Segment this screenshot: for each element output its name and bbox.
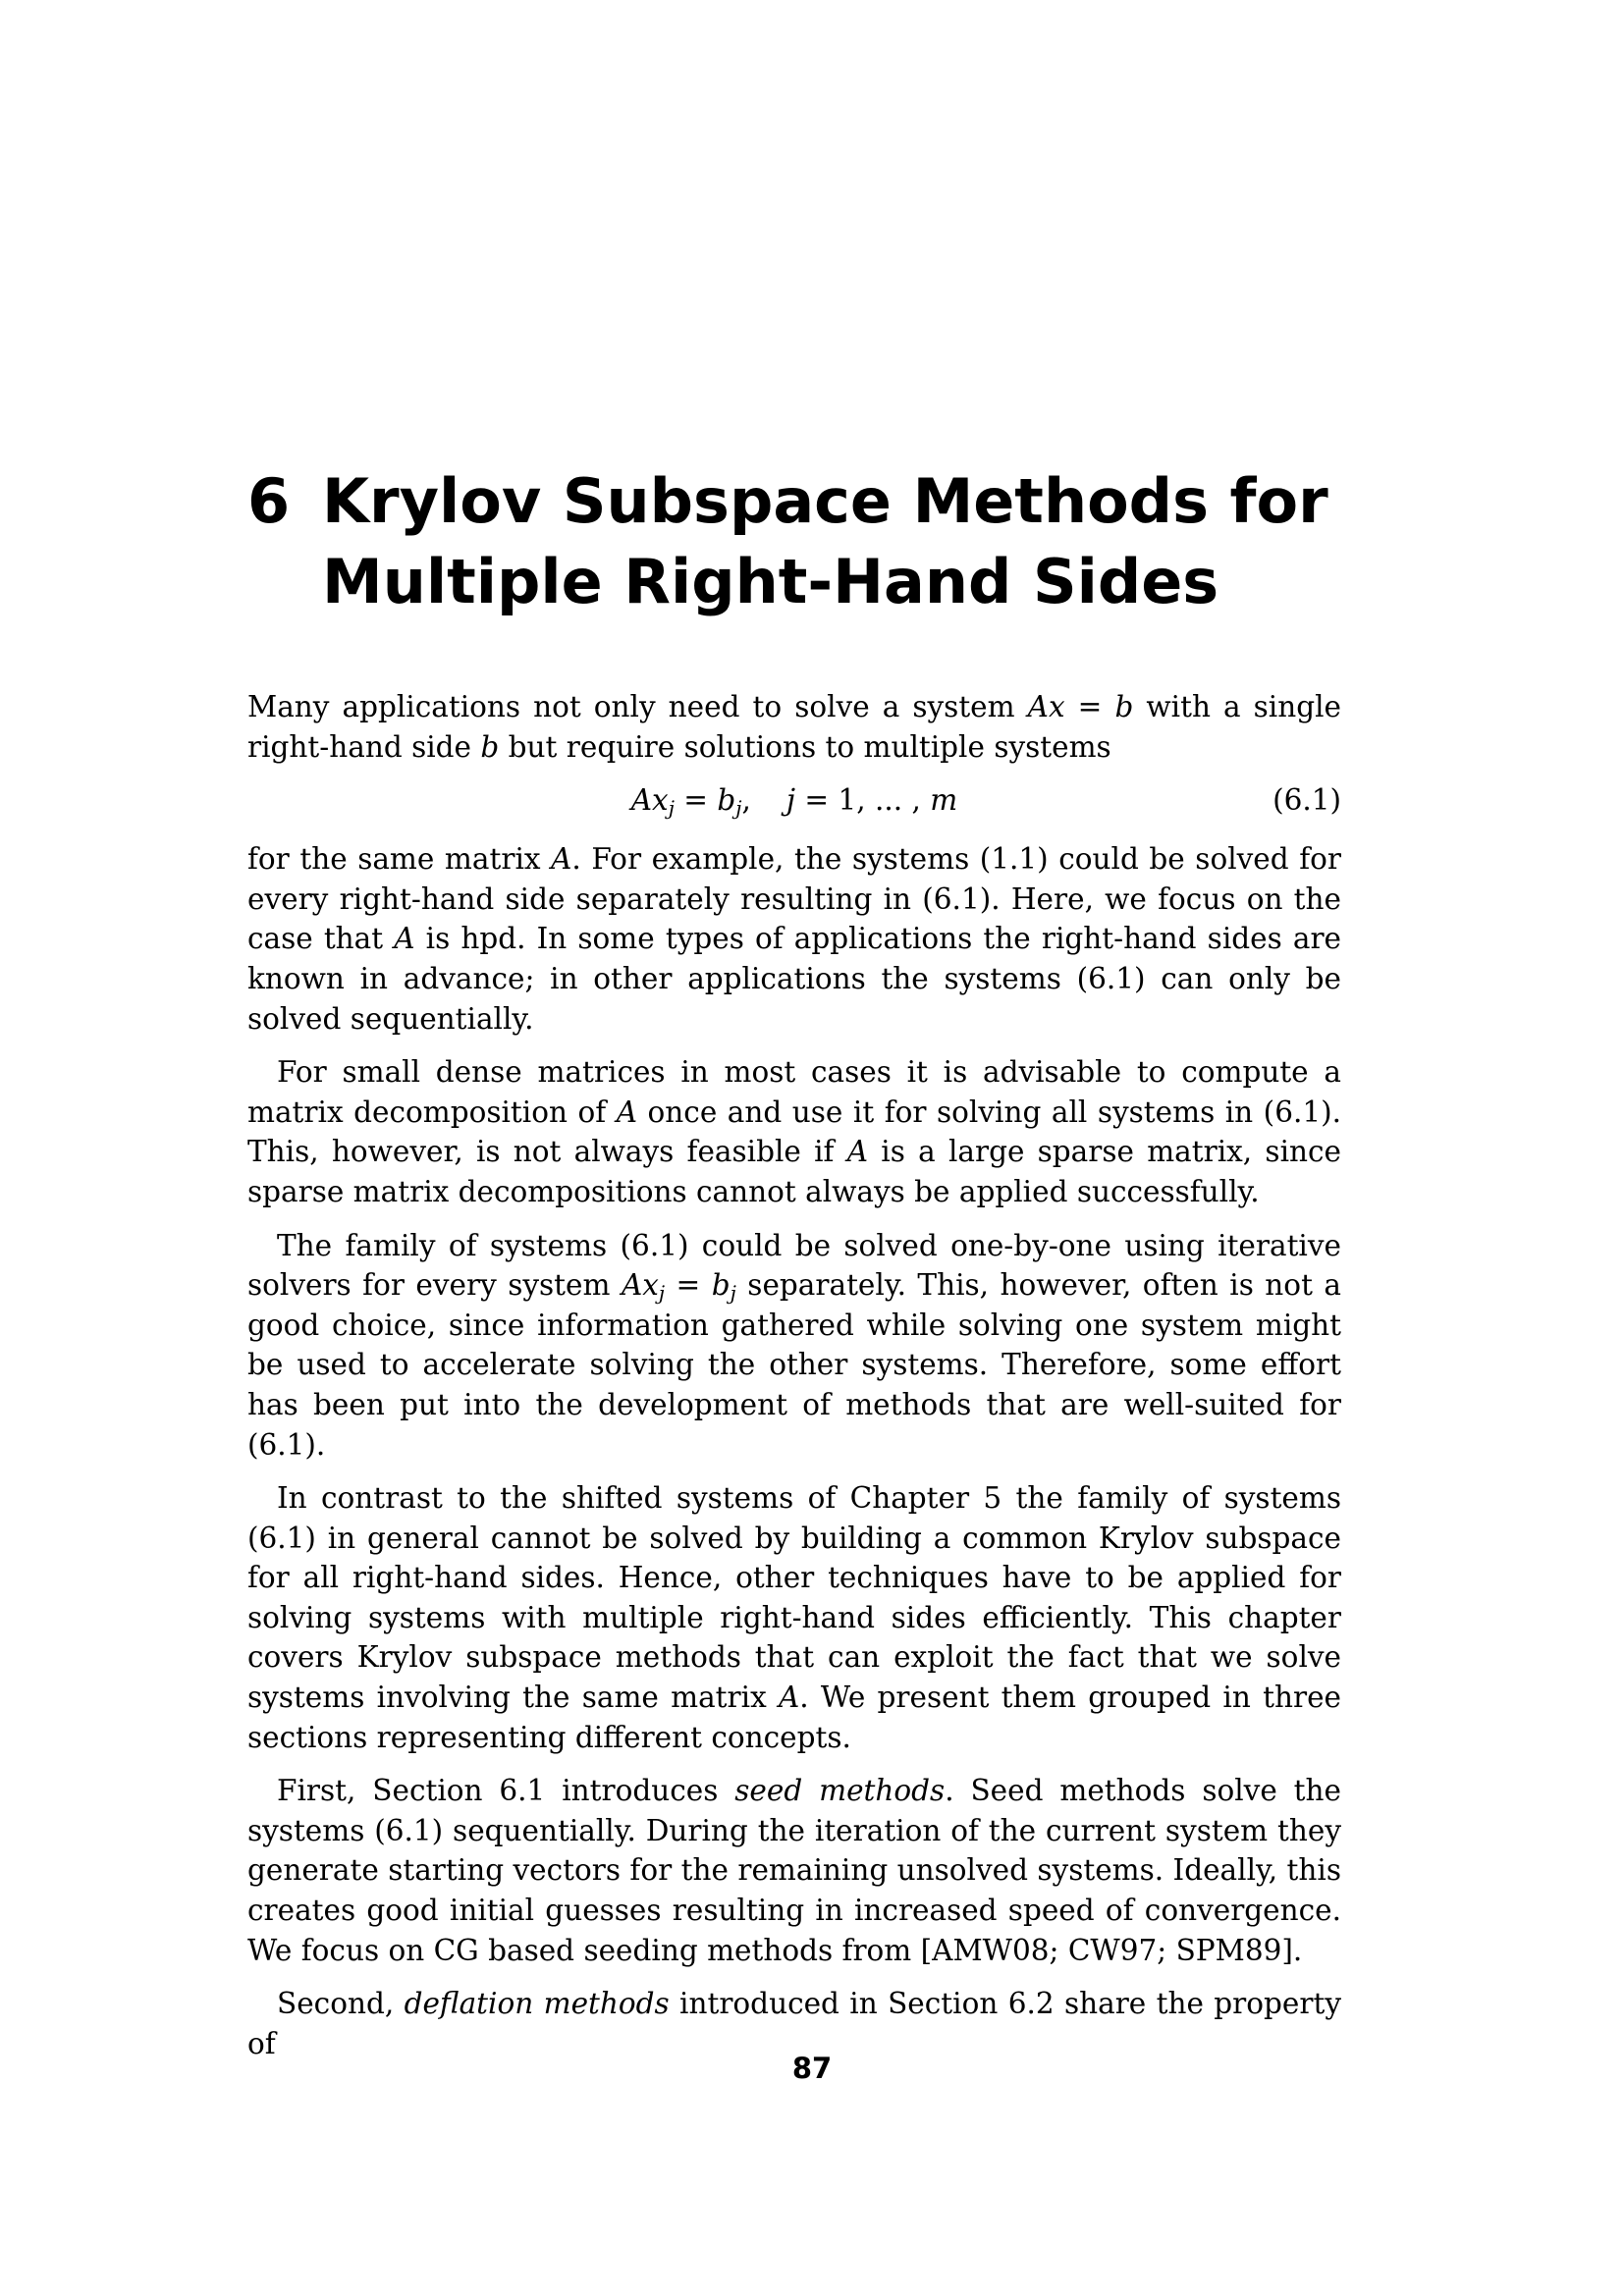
text-run: For small dense matrices in most cases it is advisable to compute a matrix decomposition of bbox=[247, 1055, 1341, 1129]
math-subscript: j bbox=[668, 796, 675, 821]
math-inline: A bbox=[394, 922, 415, 956]
text-run: . For example, the systems (1.1) could be solved for every right-hand side separately resulting in (6.1). Here, we focus on the case that bbox=[247, 842, 1341, 956]
text-run: . We present them grouped in three sections representing different concepts. bbox=[247, 1681, 1341, 1754]
chapter-title-line-2: Multiple Right-Hand Sides bbox=[322, 546, 1219, 617]
math-inline: A bbox=[846, 1135, 869, 1169]
paragraph-4 bbox=[247, 1226, 1341, 1466]
emphasis: deflation methods bbox=[404, 1987, 670, 2021]
text-run: for the same matrix bbox=[247, 842, 552, 877]
math-inline: b bbox=[1114, 690, 1134, 723]
math-inline: b bbox=[711, 1268, 731, 1303]
equation-expression bbox=[247, 780, 1341, 821]
text-run: The family of systems (6.1) could be solved one-by-one using iterative solvers for every system bbox=[247, 1228, 1341, 1303]
text-run: introduced in Section 6.2 share the property of bbox=[247, 1987, 1341, 2060]
equation-number: (6.1) bbox=[1272, 783, 1341, 818]
text-run: is a large sparse matrix, since sparse matrix decompositions cannot always be applied successfully. bbox=[247, 1135, 1341, 1208]
chapter-title-line-1: Krylov Subspace Methods for bbox=[322, 465, 1328, 537]
math-operator: = 1, ... , bbox=[795, 783, 931, 818]
text-run: separately. This, however, often is not a good choice, since information gathered while solving one system might be used to accelerate solving the other systems. Therefore, some effort has been put into the development of methods that are well-suited for (6.1). bbox=[247, 1268, 1341, 1462]
math-inline: Ax bbox=[621, 1268, 659, 1303]
chapter-number: 6 bbox=[247, 465, 291, 537]
math-inline: b bbox=[717, 783, 736, 818]
math-inline: A bbox=[616, 1095, 638, 1129]
math-operator: = bbox=[665, 1268, 712, 1303]
math-inline: m bbox=[930, 783, 958, 818]
math-inline: b bbox=[480, 729, 500, 764]
text-run: In contrast to the shifted systems of Chapter 5 the family of systems (6.1) in general cannot be solved by building a common Krylov subspace for all right-hand sides. Hence, other techniques have to be applied for solving systems with multiple right-hand sides efficiently. This chapter covers Krylov subspace methods that can exploit the fact that we solve systems involving the same matrix bbox=[247, 1481, 1341, 1715]
text-run: = bbox=[1064, 690, 1115, 723]
text-run: with a single right-hand side bbox=[247, 690, 1342, 764]
body-text bbox=[247, 687, 1341, 2077]
text-run: once and use it for solving all systems in (6.1). This, however, is not always feasible if bbox=[247, 1095, 1341, 1169]
chapter-title bbox=[322, 461, 1402, 622]
text-run: Second, bbox=[277, 1987, 405, 2021]
emphasis: seed methods bbox=[734, 1774, 946, 1808]
math-operator: = bbox=[674, 783, 718, 818]
text-run: Many applications not only need to solve a system bbox=[247, 690, 1028, 723]
paragraph-3 bbox=[247, 1052, 1341, 1211]
page-number: 87 bbox=[791, 2052, 833, 2085]
math-inline: Ax bbox=[630, 783, 669, 818]
math-inline: A bbox=[778, 1681, 800, 1715]
math-inline: j bbox=[785, 783, 796, 818]
math-subscript: j bbox=[735, 796, 742, 821]
paragraph-2 bbox=[247, 839, 1341, 1039]
math-inline: Ax bbox=[1027, 690, 1065, 723]
text-run: but require solutions to multiple systems bbox=[499, 729, 1111, 764]
paragraph-1 bbox=[247, 687, 1341, 767]
text-run: First, Section 6.1 introduces bbox=[277, 1774, 735, 1808]
paragraph-6 bbox=[247, 1771, 1341, 1970]
math-inline: A bbox=[551, 842, 572, 877]
paragraph-5 bbox=[247, 1478, 1341, 1757]
math-subscript: j bbox=[730, 1281, 736, 1306]
equation-6-1 bbox=[247, 780, 1341, 822]
text-run: . Seed methods solve the systems (6.1) sequentially. During the iteration of the current system they generate starting vectors for the remaining unsolved systems. Ideally, this creates good initial guesses resulting in increased speed of convergence. We focus on CG based seeding methods from [AMW08; CW97; SPM89]. bbox=[247, 1774, 1341, 1967]
math-operator: , bbox=[741, 783, 751, 818]
text-run: is hpd. In some types of applications the right-hand sides are known in advance; in other applications the systems (6.1) can only be solved sequentially. bbox=[247, 922, 1342, 1036]
math-subscript: j bbox=[658, 1281, 666, 1306]
